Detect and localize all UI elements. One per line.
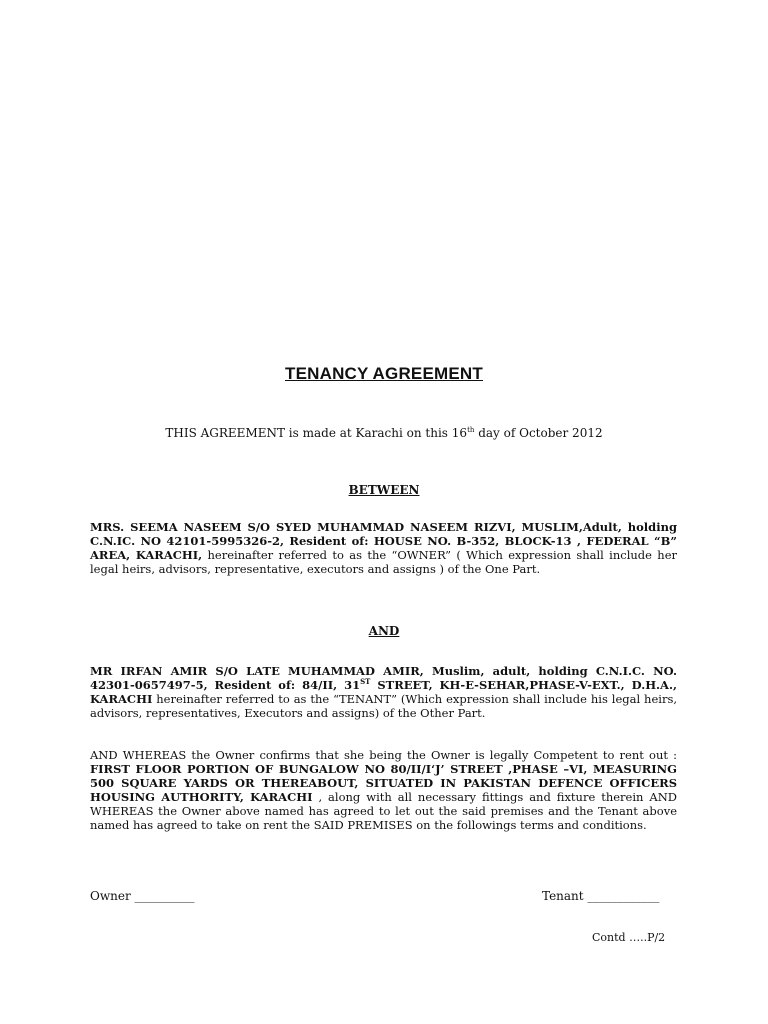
owner-signature-line: Owner __________ bbox=[90, 889, 195, 903]
owner-paragraph bbox=[90, 520, 677, 576]
agreement-intro-line bbox=[0, 426, 768, 440]
property-description: FIRST FLOOR PORTION OF BUNGALOW NO 80/II/I‘J’ STREET ,PHASE –VI, MEASURING 500 SQUARE YARDS OR THEREABOUT, SITUATED IN PAKISTAN DEFENCE OFFICERS HOUSING AUTHORITY, KARACHI bbox=[90, 762, 677, 804]
whereas-paragraph bbox=[90, 748, 677, 832]
between-heading: BETWEEN bbox=[348, 483, 420, 497]
whereas-intro: AND WHEREAS the Owner confirms that she being the Owner is legally Competent to rent out : bbox=[90, 748, 677, 762]
tenant-signature-line: Tenant ____________ bbox=[542, 889, 660, 903]
continued-note: Contd …..P/2 bbox=[592, 931, 666, 944]
owner-clause: hereinafter referred to as the “OWNER” ( Which expression shall include her legal heirs, advisors, representative, executors and assigns ) of the One Part. bbox=[90, 548, 677, 576]
tenant-clause: hereinafter referred to as the “TENANT” (Which expression shall include his legal heirs, advisors, representatives, Executors and assigns) of the Other Part. bbox=[90, 692, 677, 720]
whereas-terms: , along with all necessary fittings and fixture therein AND WHEREAS the Owner above named has agreed to let out the said premises and the Tenant above named has agreed to take on rent the SAID PREMISES on the followings terms and conditions. bbox=[90, 790, 677, 832]
owner-details: MRS. SEEMA NASEEM S/O SYED MUHAMMAD NASEEM RIZVI, MUSLIM,Adult, holding C.N.IC. NO 42101-5995326-2, Resident of: HOUSE NO. B-352, BLOCK-13 , FEDERAL “B” AREA, KARACHI, bbox=[90, 520, 677, 562]
intro-text-before: THIS AGREEMENT is made at Karachi on this 16 bbox=[165, 426, 468, 440]
document-title: TENANCY AGREEMENT bbox=[285, 364, 483, 383]
tenant-details-part2: STREET, KH-E-SEHAR,PHASE-V-EXT., D.H.A., KARACHI bbox=[90, 678, 677, 706]
intro-date-suffix: th bbox=[467, 426, 475, 434]
tenant-street-suffix: ST bbox=[360, 677, 371, 687]
intro-text-after: day of October 2012 bbox=[474, 426, 603, 440]
tenant-paragraph bbox=[90, 664, 677, 720]
tenant-details-part1: MR IRFAN AMIR S/O LATE MUHAMMAD AMIR, Muslim, adult, holding C.N.I.C. NO. 42301-0657497-5, Resident of: 84/II, 31 bbox=[90, 664, 677, 692]
and-heading: AND bbox=[368, 624, 400, 638]
